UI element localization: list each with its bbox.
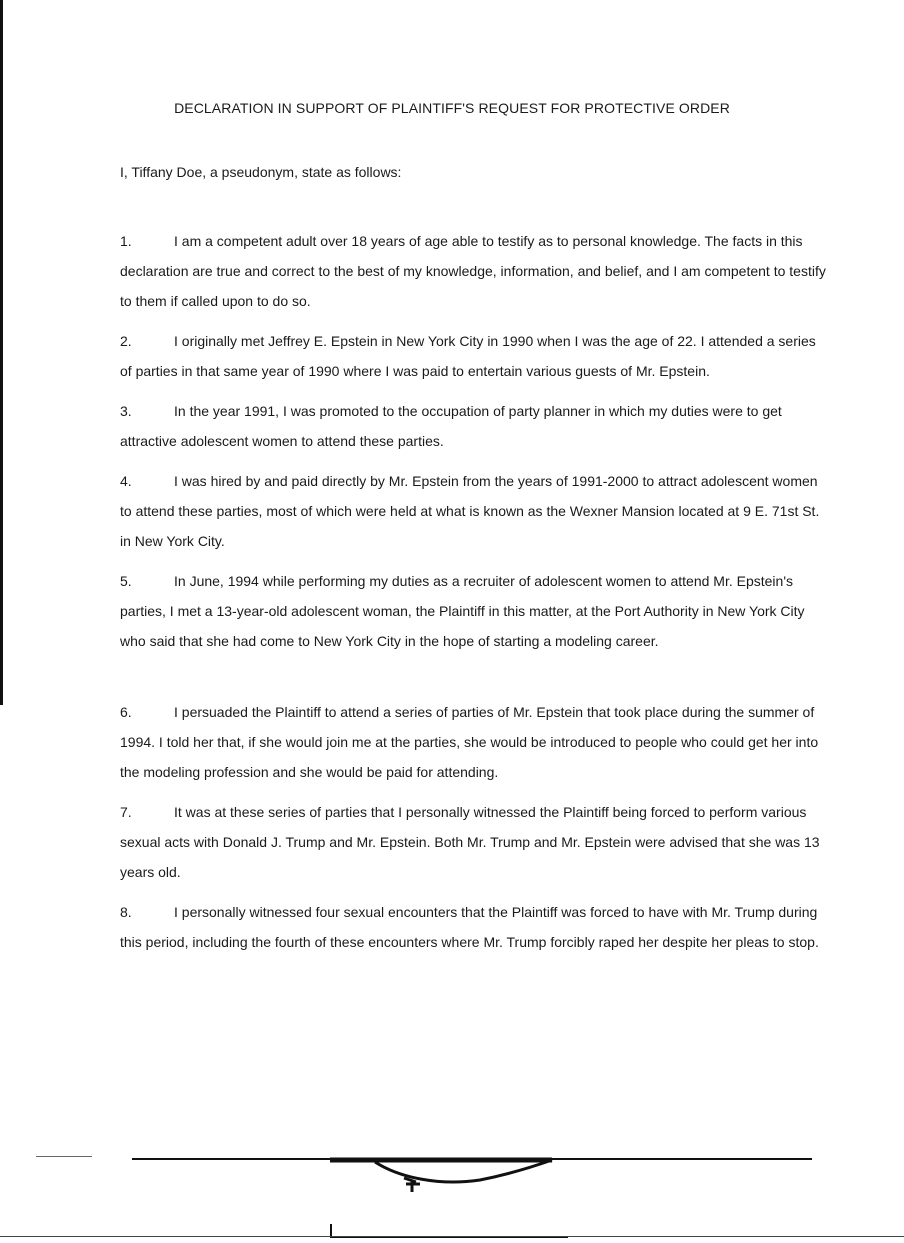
- paragraph-text: In June, 1994 while performing my duties as a recruiter of adolescent women to attend Mr. Epstein's parties, I met a 13-year-old adolescent woman, the Plaintiff in this matter, at the Port Authority in New York City who said that she had come to New York City in the hope of starting a modeling career.: [120, 573, 805, 649]
- document-title: DECLARATION IN SUPPORT OF PLAINTIFF'S REQUEST FOR PROTECTIVE ORDER: [174, 100, 730, 116]
- paragraph-text: In the year 1991, I was promoted to the occupation of party planner in which my duties were to get attractive adolescent women to attend these parties.: [120, 403, 782, 449]
- paragraph-text: It was at these series of parties that I personally witnessed the Plaintiff being forced to perform various sexual acts with Donald J. Trump and Mr. Epstein. Both Mr. Trump and Mr. Epstein were advised that she was 13 years old.: [120, 804, 820, 880]
- paragraph-text: I personally witnessed four sexual encounters that the Plaintiff was forced to have with Mr. Trump during this period, including the fourth of these encounters where Mr. Trump forcibly raped her despite her pleas to stop.: [120, 904, 819, 950]
- paragraph-number: 8.: [120, 904, 132, 920]
- paragraph-1: [120, 226, 826, 316]
- paragraph-number: 5.: [120, 573, 132, 589]
- paragraph-3: [120, 396, 826, 456]
- paragraph-number: 7.: [120, 804, 132, 820]
- scan-artifact-line: [36, 1156, 92, 1157]
- paragraph-4: [120, 466, 826, 556]
- paragraph-text: I was hired by and paid directly by Mr. Epstein from the years of 1991-2000 to attract adolescent women to attend these parties, most of which were held at what is known as the Wexner Mansion located at 9 E. 71st St. in New York City.: [120, 473, 820, 549]
- paragraph-text: I persuaded the Plaintiff to attend a series of parties of Mr. Epstein that took place during the summer of 1994. I told her that, if she would join me at the parties, she would be introduced to people who could get her into the modeling profession and she would be paid for attending.: [120, 704, 819, 780]
- paragraph-5: [120, 566, 826, 656]
- paragraph-number: 1.: [120, 233, 132, 249]
- paragraph-2: [120, 326, 826, 386]
- paragraph-6: [120, 697, 826, 787]
- paragraph-number: 3.: [120, 403, 132, 419]
- paragraph-number: 4.: [120, 473, 132, 489]
- intro-statement: I, Tiffany Doe, a pseudonym, state as follows:: [120, 164, 402, 180]
- paragraph-text: I originally met Jeffrey E. Epstein in New York City in 1990 when I was the age of 22. I attended a series of parties in that same year of 1990 where I was paid to entertain various guests of Mr. Epstein.: [120, 333, 816, 379]
- paragraph-7: [120, 797, 826, 887]
- page-bottom-rule: [0, 1236, 904, 1237]
- signature-area: [0, 1140, 904, 1243]
- paragraph-8: [120, 897, 826, 957]
- paragraph-text: I am a competent adult over 18 years of age able to testify as to personal knowledge. The facts in this declaration are true and correct to the best of my knowledge, information, and belief, and I am competent to testify to them if called upon to do so.: [120, 233, 826, 309]
- paragraph-number: 2.: [120, 333, 132, 349]
- signature-mark: [320, 1152, 560, 1196]
- paragraph-number: 6.: [120, 704, 132, 720]
